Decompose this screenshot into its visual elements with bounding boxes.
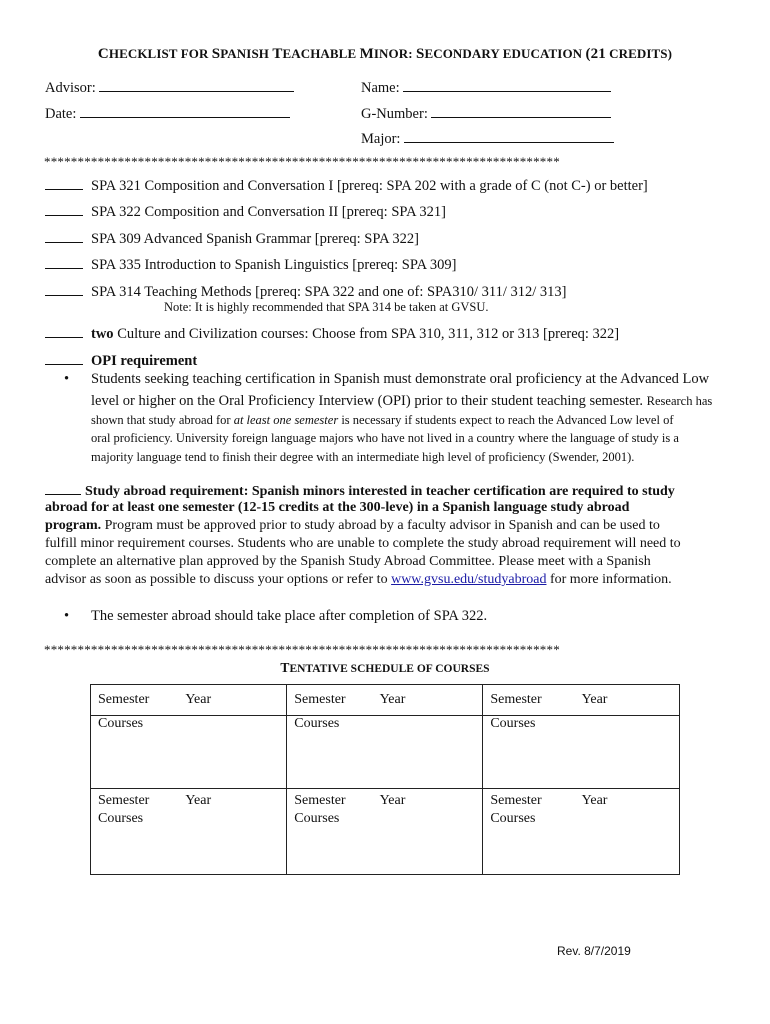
name-line[interactable]	[403, 78, 611, 92]
name-field[interactable]	[361, 78, 611, 97]
checkbox-line[interactable]	[45, 203, 83, 216]
gnumber-label: G-Number:	[361, 106, 428, 122]
document-title: CHECKLIST FOR SPANISH TEACHABLE MINOR: SECONDARY EDUCATION (21 CREDITS)	[97, 46, 673, 62]
checkbox-line[interactable]	[45, 325, 83, 338]
major-field[interactable]	[361, 129, 614, 148]
major-label: Major:	[361, 131, 401, 147]
schedule-cell[interactable]: Semester Year Courses	[287, 789, 483, 875]
study-abroad-line-4: fulfill minor requirement courses. Students who are unable to complete the study abroad requirement will need to	[45, 536, 681, 551]
course-spa314: SPA 314 Teaching Methods [prereq: SPA 322 and one of: SPA310/ 311/ 312/ 313]	[45, 283, 567, 301]
advisor-line[interactable]	[99, 78, 294, 92]
opi-requirement: OPI requirement	[45, 352, 197, 370]
schedule-cell[interactable]: Semester Year	[91, 685, 287, 716]
date-label: Date:	[45, 106, 77, 122]
semester-note: The semester abroad should take place after completion of SPA 322.	[91, 608, 488, 624]
study-abroad-line-1: Study abroad requirement: Spanish minors interested in teacher certification are required to study	[45, 482, 675, 500]
opi-line-2: level or higher on the Oral Proficiency Interview (OPI) prior to their student teaching semester. Research has	[91, 393, 713, 409]
schedule-cell[interactable]: Semester Year Courses	[483, 789, 680, 875]
checkbox-line[interactable]	[45, 230, 83, 243]
opi-line-3: shown that study abroad for at least one semester is necessary if students expect to reach the Advanced Low level of	[91, 413, 674, 427]
checkbox-line[interactable]	[45, 482, 81, 495]
opi-line-1: Students seeking teaching certification in Spanish must demonstrate oral proficiency at the Advanced Low	[91, 371, 710, 387]
schedule-cell[interactable]: Semester Year Courses	[91, 789, 287, 875]
study-abroad-line-3: program. Program must be approved prior to study abroad by a faculty advisor in Spanish and can be used to	[45, 518, 660, 533]
spa314-note: Note: It is highly recommended that SPA 314 be taken at GVSU.	[164, 300, 489, 314]
course-spa335: SPA 335 Introduction to Spanish Linguistics [prereq: SPA 309]	[45, 256, 456, 274]
table-row	[91, 685, 680, 716]
study-abroad-line-6: advisor as soon as possible to discuss your options or refer to www.gvsu.edu/studyabroad for more information.	[45, 572, 672, 587]
date-line[interactable]	[80, 104, 290, 118]
date-field[interactable]	[45, 104, 290, 123]
schedule-heading: TENTATIVE SCHEDULE OF COURSES	[280, 660, 490, 675]
courses-cell[interactable]: Courses	[483, 716, 680, 789]
name-label: Name:	[361, 80, 400, 96]
gnumber-line[interactable]	[431, 104, 611, 118]
checkbox-line[interactable]	[45, 352, 83, 365]
opi-line-5: majority language tend to finish their degree with an intermediate high level of proficiency (Swender, 2001).	[91, 450, 635, 464]
course-spa309: SPA 309 Advanced Spanish Grammar [prereq: SPA 322]	[45, 230, 419, 248]
checkbox-line[interactable]	[45, 256, 83, 269]
table-row	[91, 789, 680, 875]
course-spa322: SPA 322 Composition and Conversation II [prereq: SPA 321]	[45, 203, 446, 221]
major-line[interactable]	[404, 129, 614, 143]
study-abroad-link[interactable]: www.gvsu.edu/studyabroad	[391, 572, 547, 587]
bullet-icon: •	[64, 608, 70, 624]
schedule-cell[interactable]: Semester Year	[483, 685, 680, 716]
checkbox-line[interactable]	[45, 283, 83, 296]
advisor-label: Advisor:	[45, 80, 96, 96]
schedule-table	[90, 684, 680, 875]
schedule-cell[interactable]: Semester Year	[287, 685, 483, 716]
advisor-field[interactable]	[45, 78, 294, 97]
gnumber-field[interactable]	[361, 104, 611, 123]
courses-cell[interactable]: Courses	[287, 716, 483, 789]
course-spa321: SPA 321 Composition and Conversation I [prereq: SPA 202 with a grade of C (not C-) or better]	[45, 177, 648, 195]
checkbox-line[interactable]	[45, 177, 83, 190]
courses-cell[interactable]: Courses	[91, 716, 287, 789]
opi-line-4: oral proficiency. University foreign language majors who have not lived in a country where the language of study is a	[91, 431, 679, 445]
study-abroad-line-5: complete an alternative plan approved by the Spanish Study Abroad Committee. Please meet with a Spanish	[45, 554, 651, 569]
table-row	[91, 716, 680, 789]
study-abroad-line-2: abroad for at least one semester (12-15 credits at the 300-leve) in a Spanish language study abroad	[45, 500, 630, 515]
culture-courses: two Culture and Civilization courses: Choose from SPA 310, 311, 312 or 313 [prereq: 322]	[45, 325, 619, 343]
bullet-icon: •	[64, 371, 70, 387]
separator-bottom: *****************************************************************************	[44, 642, 560, 657]
revision-date: Rev. 8/7/2019	[557, 944, 631, 958]
separator-top: *****************************************************************************	[44, 154, 560, 169]
